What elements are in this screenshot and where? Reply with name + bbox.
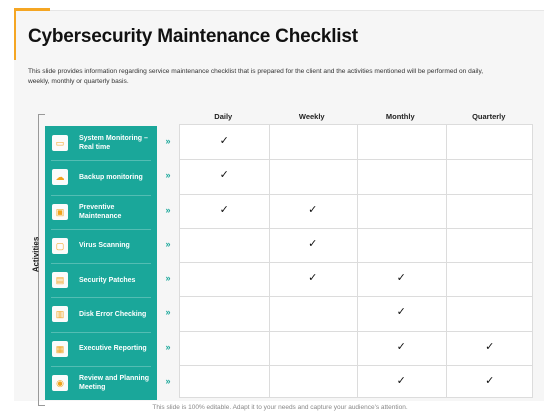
activity-row — [45, 195, 157, 229]
activity-label: Preventive Maintenance — [79, 203, 122, 220]
meeting-icon: ◉ — [52, 375, 68, 391]
checkmark-icon: ✓ — [308, 271, 318, 285]
checkmark-icon: ✓ — [396, 339, 406, 353]
activity-row — [45, 229, 157, 263]
activity-row — [45, 297, 157, 331]
activity-separator — [51, 297, 151, 298]
cloud-upload-icon: ☁ — [52, 169, 68, 185]
activity-label: Security Patches — [79, 276, 136, 284]
grid-row-divider — [180, 228, 532, 229]
activity-separator — [51, 332, 151, 333]
grid-column-divider — [269, 125, 270, 397]
checkmark-icon: ✓ — [396, 373, 406, 387]
checkmark-icon: ✓ — [219, 202, 229, 216]
chevron-right-icon: » — [165, 238, 171, 249]
grid-row-divider — [180, 296, 532, 297]
activity-row — [45, 263, 157, 297]
activities-axis-label: Activities — [31, 236, 41, 273]
checkmark-icon: ✓ — [485, 339, 495, 353]
checkmark-icon: ✓ — [396, 305, 406, 319]
activity-label: Review and Planning Meeting — [79, 374, 150, 391]
checklist-grid — [179, 124, 533, 398]
grid-column-divider — [357, 125, 358, 397]
accent-bar-top — [14, 8, 50, 11]
document-shield-icon: ▤ — [52, 272, 68, 288]
laptop-icon: ▣ — [52, 204, 68, 220]
checkmark-icon: ✓ — [485, 373, 495, 387]
activity-label: Executive Reporting — [79, 345, 147, 352]
column-header-label: Daily — [214, 112, 233, 121]
activity-row — [45, 126, 157, 160]
activity-label: Backup monitoring — [79, 173, 143, 181]
grid-row-divider — [180, 262, 532, 263]
grid-row-divider — [180, 365, 532, 366]
slide-description: This slide provides information regarding service maintenance checklist that is prepared for the client and the activities mentioned will be performed on daily, weekly, monthly or quarterly basis. — [28, 68, 484, 85]
checkmark-icon: ✓ — [219, 134, 229, 148]
chevron-right-icon: » — [165, 273, 171, 284]
activities-panel — [45, 126, 157, 400]
activity-label: Virus Scanning — [79, 242, 130, 250]
activity-separator — [51, 229, 151, 230]
page-title: Cybersecurity Maintenance Checklist — [28, 26, 358, 47]
accent-bar-left — [14, 10, 16, 60]
chevron-right-icon: » — [165, 307, 171, 318]
column-header-label: Quarterly — [472, 112, 506, 121]
activity-row — [45, 160, 157, 194]
footer-note: This slide is 100% editable. Adapt it to your needs and capture your audience's attention. — [152, 404, 408, 411]
monitor-icon: ▭ — [52, 135, 68, 151]
activity-row — [45, 366, 157, 400]
disk-check-icon: ▥ — [52, 306, 68, 322]
grid-row-divider — [180, 194, 532, 195]
report-icon: ▦ — [52, 341, 68, 357]
activity-separator — [51, 160, 151, 161]
checkmark-icon: ✓ — [308, 202, 318, 216]
chevron-right-icon: » — [165, 341, 171, 352]
chevron-right-icon: » — [165, 375, 171, 386]
computer-scan-icon: ▢ — [52, 238, 68, 254]
grid-row-divider — [180, 331, 532, 332]
column-header-label: Monthly — [385, 112, 415, 121]
activity-label: System Monitoring – Real time — [79, 135, 148, 151]
activity-separator — [51, 195, 151, 196]
activity-separator — [51, 263, 151, 264]
activity-label: Disk Error Checking — [79, 310, 147, 318]
chevron-right-icon: » — [165, 136, 171, 147]
grid-column-divider — [446, 125, 447, 397]
activity-row — [45, 332, 157, 366]
checkmark-icon: ✓ — [308, 236, 318, 250]
chevron-right-icon: » — [165, 204, 171, 215]
chevron-right-icon: » — [165, 170, 171, 181]
checkmark-icon: ✓ — [219, 168, 229, 182]
checkmark-icon: ✓ — [396, 271, 406, 285]
column-header-label: Weekly — [298, 112, 325, 121]
grid-row-divider — [180, 159, 532, 160]
activity-separator — [51, 366, 151, 367]
